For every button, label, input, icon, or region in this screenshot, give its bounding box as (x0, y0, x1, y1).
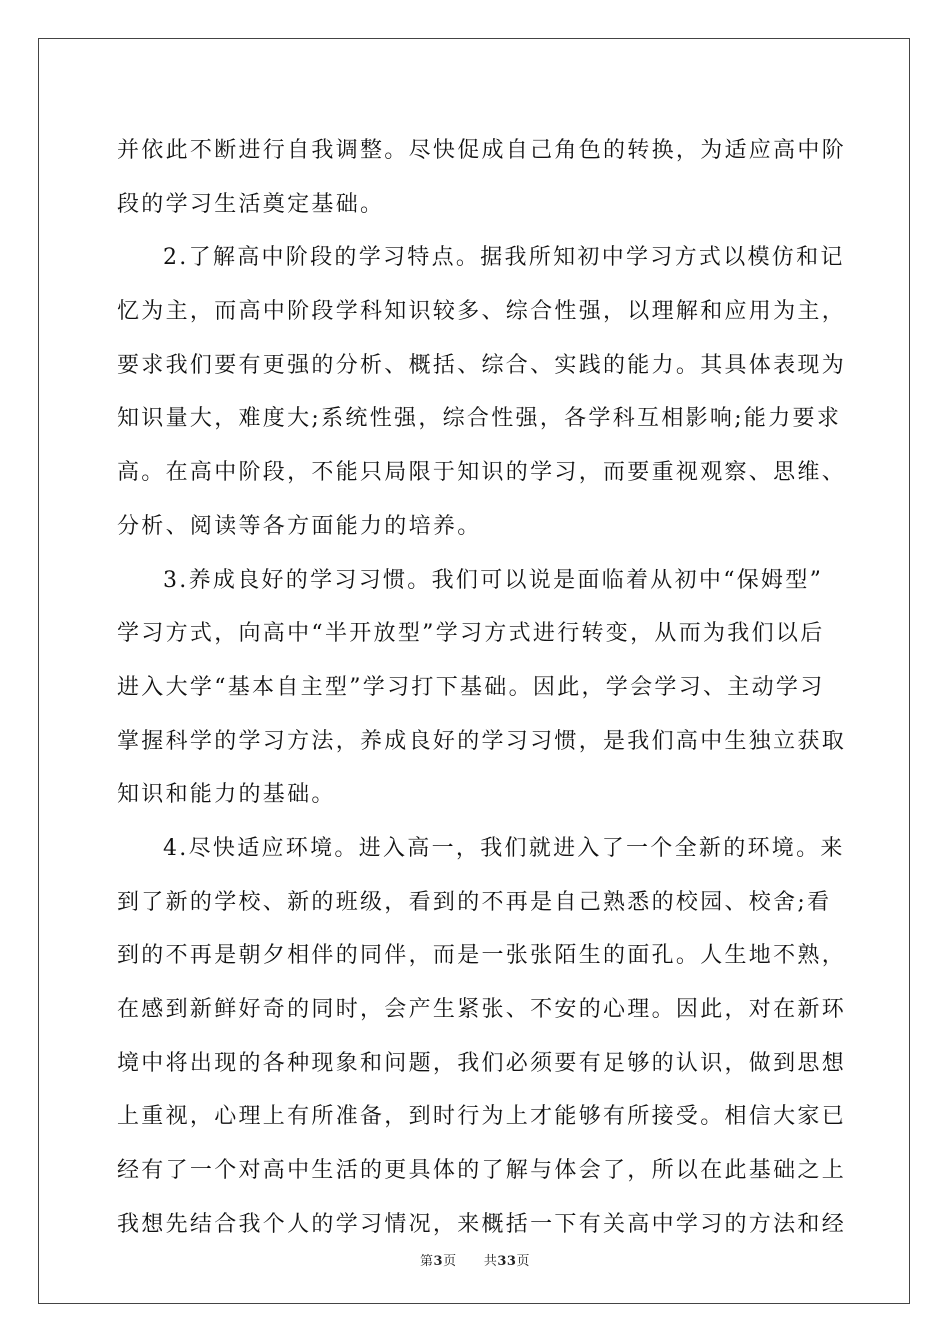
text-line: 我想先结合我个人的学习情况，来概括一下有关高中学习的方法和经 (117, 1211, 847, 1237)
text-line: 2.了解高中阶段的学习特点。据我所知初中学习方式以模仿和记 (163, 245, 845, 271)
text-line: 高。在高中阶段，不能只局限于知识的学习，而要重视观察、思维、 (117, 460, 847, 486)
text-line: 并依此不断进行自我调整。尽快促成自己角色的转换，为适应高中阶 (117, 138, 847, 163)
page-footer (0, 1250, 950, 1269)
text-line: 3.养成良好的学习习惯。我们可以说是面临着从初中“保姆型” (163, 567, 824, 593)
text-line: 在感到新鲜好奇的同时，会产生紧张、不安的心理。因此，对在新环 (117, 997, 847, 1022)
text-line: 知识量大，难度大;系统性强，综合性强，各学科互相影响;能力要求 (117, 406, 842, 432)
text-line: 经有了一个对高中生活的更具体的了解与体会了，所以在此基础之上 (117, 1158, 847, 1184)
text-line: 知识和能力的基础。 (117, 782, 336, 808)
current-page-number: 3 (433, 1254, 444, 1269)
text-line: 分析、阅读等各方面能力的培养。 (117, 513, 482, 539)
total-page-count: 33 (497, 1254, 517, 1269)
document-body (117, 124, 847, 1251)
text-line: 到的不再是朝夕相伴的同伴，而是一张张陌生的面孔。人生地不熟， (117, 943, 847, 969)
text-line: 段的学习生活奠定基础。 (117, 191, 385, 217)
text-line: 掌握科学的学习方法，养成良好的学习习惯，是我们高中生独立获取 (117, 728, 847, 754)
page-label-suffix: 页 (443, 1254, 457, 1269)
total-label-prefix: 共 (483, 1254, 498, 1269)
text-line: 学习方式，向高中“半开放型”学习方式进行转变，从而为我们以后 (117, 621, 825, 647)
text-line: 到了新的学校、新的班级，看到的不再是自己熟悉的校园、校舍;看 (117, 889, 832, 915)
text-line: 要求我们要有更强的分析、概括、综合、实践的能力。其具体表现为 (117, 352, 847, 378)
text-line: 境中将出现的各种现象和问题，我们必须要有足够的认识，做到思想 (117, 1050, 847, 1076)
page-label-prefix: 第 (420, 1254, 434, 1269)
total-label-suffix: 页 (516, 1254, 530, 1269)
text-line: 上重视，心理上有所准备，到时行为上才能够有所接受。相信大家已 (117, 1104, 847, 1130)
text-line: 进入大学“基本自主型”学习打下基础。因此，学会学习、主动学习 (117, 674, 825, 700)
text-line: 忆为主，而高中阶段学科知识较多、综合性强，以理解和应用为主， (117, 299, 847, 325)
text-line: 4.尽快适应环境。进入高一，我们就进入了一个全新的环境。来 (163, 835, 845, 861)
